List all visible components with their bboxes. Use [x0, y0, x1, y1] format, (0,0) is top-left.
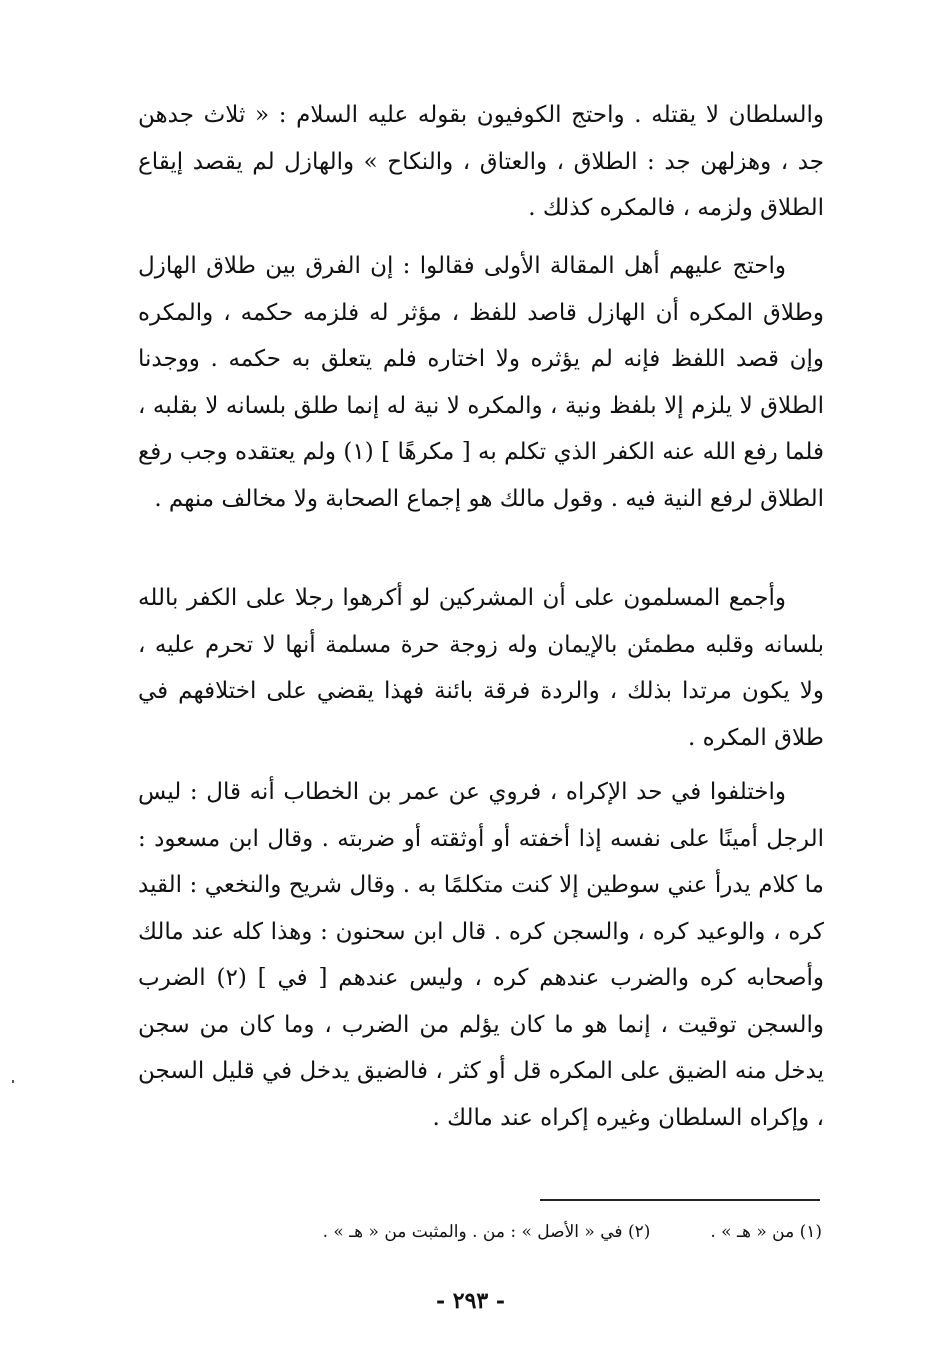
- paragraph-4: [138, 769, 824, 1141]
- paragraph-1-text: والسلطان لا يقتله . واحتج الكوفيون بقوله عليه السلام : « ثلاث جدهن جد ، وهزلهن جد : الطلاق ، والعتاق ، والنكاح » والهازل لم يقصد إيقاع الطلاق ولزمه ، فالمكره كذلك .: [138, 102, 824, 221]
- paragraph-3-text: وأجمع المسلمون على أن المشركين لو أكرهوا رجلا على الكفر بالله بلسانه وقلبه مطمئن بالإيمان وله زوجة حرة مسلمة أنها لا تحرم عليه ، ولا يكون مرتدا بذلك ، والردة فرقة بائنة فهذا يقضي على اختلافهم في طلاق المكره .: [138, 585, 824, 751]
- footnote-2: (٢) في « الأصل » : من . والمثبت من « هـ » .: [322, 1222, 651, 1242]
- page-number: - ٢٩٣ -: [435, 1288, 506, 1314]
- paragraph-4-text: واختلفوا في حد الإكراه ، فروي عن عمر بن الخطاب أنه قال : ليس الرجل أمينًا على نفسه إذا أخفته أو أوثقته أو ضربته . وقال ابن مسعود : ما كلام يدرأ عني سوطين إلا كنت متكلمًا به . وقال شريح والنخعي : القيد كره ، والوعيد كره ، والسجن كره . قال ابن سحنون : وهذا كله عند مالك وأصحابه كره والضرب عندهم كره ، وليس عندهم [ في ] (٢) الضرب والسجن توقيت ، إنما هو ما كان يؤلم من الضرب ، وما كان من سجن يدخل منه الضيق على المكره قل أو كثر ، فالضيق يدخل في قليل السجن ، وإكراه السلطان وغيره إكراه عند مالك .: [138, 779, 824, 1131]
- paragraph-2: [138, 243, 824, 522]
- paragraph-1: [138, 92, 824, 232]
- paragraph-2-text: واحتج عليهم أهل المقالة الأولى فقالوا : إن الفرق بين طلاق الهازل وطلاق المكره أن الهازل قاصد للفظ ، مؤثر له فلزمه حكمه ، والمكره وإن قصد اللفظ فإنه لم يؤثره ولا اختاره فلم يتعلق به حكمه . ووجدنا الطلاق لا يلزم إلا بلفظ ونية ، والمكره لا نية له إنما طلق بلسانه لا بقلبه ، فلما رفع الله عنه الكفر الذي تكلم به [ مكرهًا ] (١) ولم يعتقده وجب رفع الطلاق لرفع النية فيه . وقول مالك هو إجماع الصحابة ولا مخالف منهم .: [138, 253, 824, 512]
- footnote-divider: [540, 1199, 820, 1201]
- paragraph-3: [138, 575, 824, 761]
- footnote-1: (١) من « هـ » .: [710, 1222, 822, 1242]
- scan-speck: [12, 1080, 14, 1083]
- footnotes: [200, 1219, 822, 1245]
